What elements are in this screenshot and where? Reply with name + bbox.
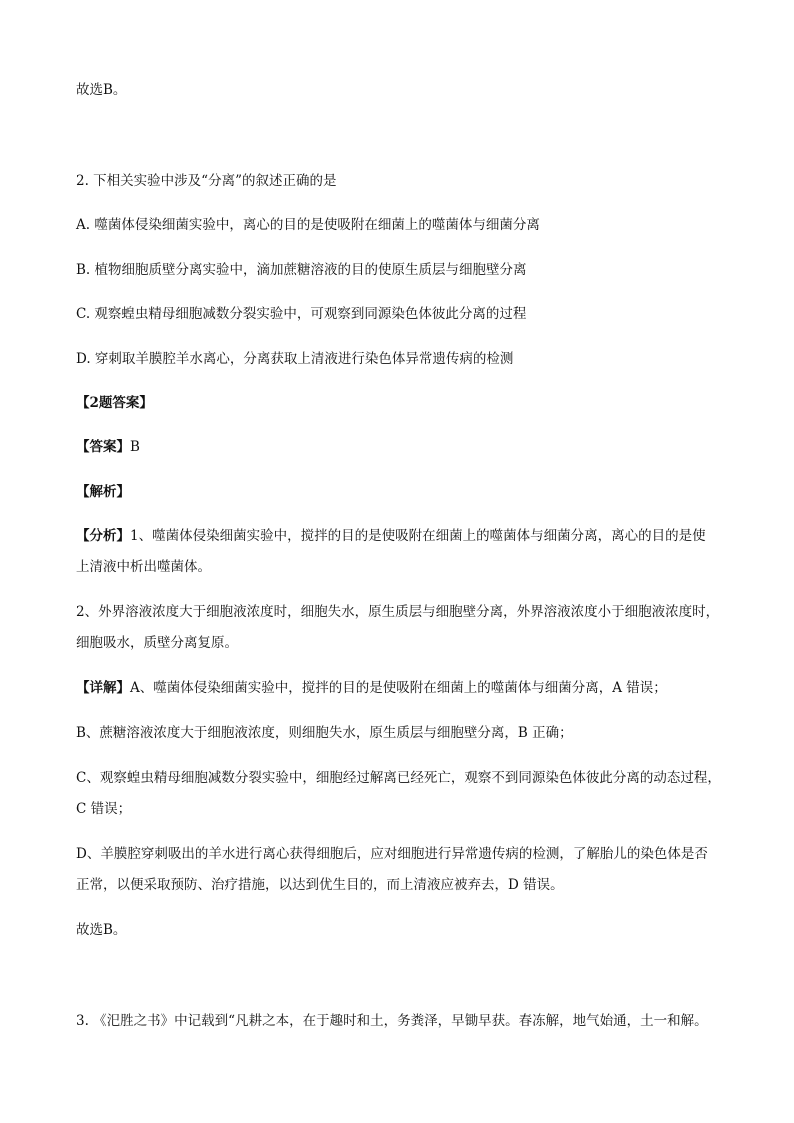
xiangjie-a-line bbox=[76, 678, 667, 698]
xiangjie-b-line: B、蔗糖溶液浓度大于细胞液浓度，则细胞失水，原生质层与细胞壁分离，B 正确； bbox=[76, 725, 573, 741]
previous-conclusion: 故选B。 bbox=[76, 82, 127, 98]
fenxi-point-1-line-2: 上清液中析出噬菌体。 bbox=[76, 559, 211, 575]
xiangjie-c-line-1: C、观察蝗虫精母细胞减数分裂实验中，细胞经过解离已经死亡，观察不到同源染色体彼此分离的动态过程， bbox=[76, 770, 721, 786]
fenxi-point-1-line-1 bbox=[76, 526, 706, 546]
option-d: D. 穿刺取羊膜腔羊水离心，分离获取上清液进行染色体异常遗传病的检测 bbox=[76, 351, 514, 367]
fenxi-tag: 【分析】 bbox=[76, 528, 130, 544]
option-c: C. 观察蝗虫精母细胞减数分裂实验中，可观察到同源染色体彼此分离的过程 bbox=[76, 306, 527, 322]
xiangjie-c-line-2: C 错误； bbox=[76, 801, 132, 817]
xiangjie-tag: 【详解】 bbox=[76, 680, 130, 696]
option-a: A. 噬菌体侵染细菌实验中，离心的目的是使吸附在细菌上的噬菌体与细菌分离 bbox=[76, 217, 540, 233]
xiangjie-d-line-1: D、羊膜腔穿刺吸出的羊水进行离心获得细胞后，应对细胞进行异常遗传病的检测，了解胎儿的染色体是否 bbox=[76, 846, 708, 862]
question-2-stem: 2. 下相关实验中涉及“分离”的叙述正确的是 bbox=[76, 173, 337, 189]
question-3-stem: 3. 《汜胜之书》中记载到“凡耕之本，在于趣时和土，务粪泽，早锄早获。春冻解，地气始通，土一和解。 bbox=[76, 1013, 708, 1029]
fenxi-point-2-line-1: 2、外界溶液浓度大于细胞液浓度时，细胞失水，原生质层与细胞壁分离，外界溶液浓度小于细胞液浓度时， bbox=[76, 604, 720, 620]
fenxi-point-1-text: 1、噬菌体侵染细菌实验中，搅拌的目的是使吸附在细菌上的噬菌体与细菌分离，离心的目的是使 bbox=[130, 528, 706, 544]
answer-tag: 【答案】 bbox=[76, 439, 130, 455]
xiangjie-a-text: A、噬菌体侵染细菌实验中，搅拌的目的是使吸附在细菌上的噬菌体与细菌分离，A 错误； bbox=[130, 680, 667, 696]
answer-heading: 【2题答案】 bbox=[76, 395, 153, 411]
answer-value: B bbox=[130, 439, 140, 455]
analysis-heading: 【解析】 bbox=[76, 484, 130, 500]
option-b: B. 植物细胞质壁分离实验中，滴加蔗糖溶液的目的使原生质层与细胞壁分离 bbox=[76, 262, 527, 278]
xiangjie-d-line-2: 正常，以便采取预防、治疗措施，以达到优生目的，而上清液应被弃去，D 错误。 bbox=[76, 877, 564, 893]
answer-line bbox=[76, 437, 140, 457]
question-2-conclusion: 故选B。 bbox=[76, 922, 127, 938]
fenxi-point-2-line-2: 细胞吸水，质壁分离复原。 bbox=[76, 635, 238, 651]
